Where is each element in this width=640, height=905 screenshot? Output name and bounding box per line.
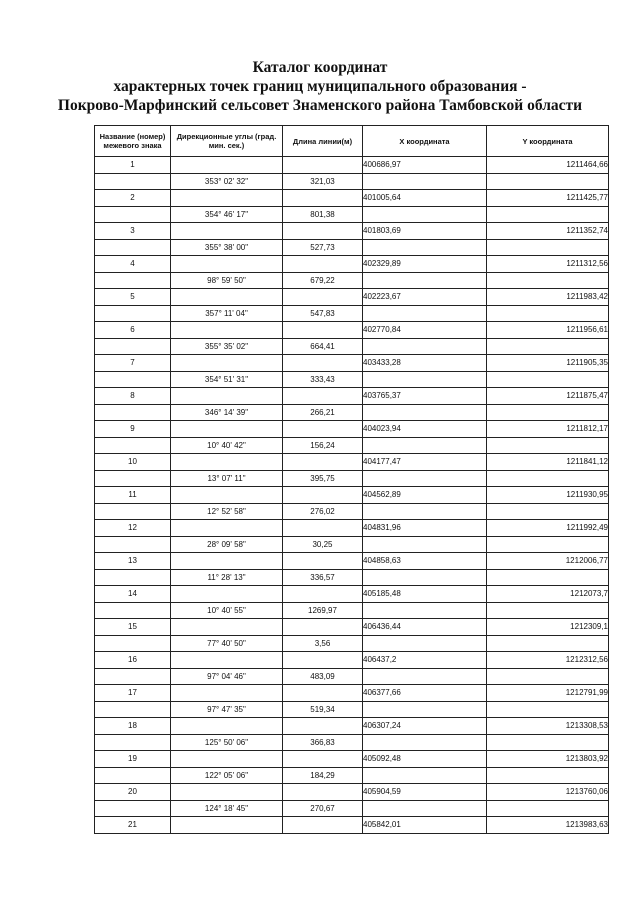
title-line-2: характерных точек границ муниципального образования - (113, 78, 527, 95)
empty-cell (283, 190, 363, 207)
direction-angle-cell: 357° 11' 04" (171, 305, 283, 322)
direction-angle-cell: 122° 05' 06" (171, 767, 283, 784)
y-coordinate-cell: 1212312,56 (487, 652, 609, 669)
title-line-3: Покрово-Марфинский сельсовет Знаменского района Тамбовской области (57, 97, 583, 114)
empty-cell (283, 751, 363, 768)
empty-cell (283, 157, 363, 174)
direction-angle-cell: 12° 52' 58" (171, 503, 283, 520)
table-row (95, 536, 609, 553)
y-coordinate-cell: 1212006,77 (487, 553, 609, 570)
line-length-cell: 1269,97 (283, 602, 363, 619)
table-row (95, 602, 609, 619)
y-coordinate-cell: 1211425,77 (487, 190, 609, 207)
document-title (0, 58, 640, 115)
x-coordinate-cell: 406307,24 (363, 718, 487, 735)
direction-angle-cell: 10° 40' 42" (171, 437, 283, 454)
y-coordinate-cell: 1212309,1 (487, 619, 609, 636)
title-line-1: Каталог координат (252, 59, 388, 76)
point-name-cell: 6 (95, 322, 171, 339)
empty-cell (95, 701, 171, 718)
direction-angle-cell: 355° 38' 00" (171, 239, 283, 256)
point-name-cell: 7 (95, 355, 171, 372)
empty-cell (487, 800, 609, 817)
y-coordinate-cell: 1211930,95 (487, 487, 609, 504)
table-row (95, 668, 609, 685)
direction-angle-cell: 346° 14' 39" (171, 404, 283, 421)
direction-angle-cell: 98° 59' 50" (171, 272, 283, 289)
empty-cell (283, 718, 363, 735)
x-coordinate-cell: 403433,28 (363, 355, 487, 372)
point-name-cell: 9 (95, 421, 171, 438)
table-row (95, 305, 609, 322)
point-name-cell: 17 (95, 685, 171, 702)
empty-cell (363, 536, 487, 553)
empty-cell (171, 487, 283, 504)
table-row (95, 190, 609, 207)
empty-cell (283, 355, 363, 372)
line-length-cell: 483,09 (283, 668, 363, 685)
empty-cell (363, 272, 487, 289)
header-x-coordinate: X координата (363, 126, 487, 157)
direction-angle-cell: 11° 28' 13" (171, 569, 283, 586)
y-coordinate-cell: 1211956,61 (487, 322, 609, 339)
empty-cell (487, 602, 609, 619)
table-row (95, 751, 609, 768)
empty-cell (363, 734, 487, 751)
y-coordinate-cell: 1211352,74 (487, 223, 609, 240)
empty-cell (95, 536, 171, 553)
empty-cell (363, 602, 487, 619)
empty-cell (95, 602, 171, 619)
point-name-cell: 1 (95, 157, 171, 174)
empty-cell (171, 256, 283, 273)
empty-cell (363, 371, 487, 388)
table-row (95, 355, 609, 372)
line-length-cell: 664,41 (283, 338, 363, 355)
empty-cell (487, 371, 609, 388)
line-length-cell: 527,73 (283, 239, 363, 256)
empty-cell (283, 652, 363, 669)
empty-cell (95, 767, 171, 784)
empty-cell (171, 355, 283, 372)
empty-cell (363, 767, 487, 784)
table-row (95, 553, 609, 570)
empty-cell (283, 289, 363, 306)
empty-cell (487, 404, 609, 421)
empty-cell (283, 388, 363, 405)
point-name-cell: 5 (95, 289, 171, 306)
empty-cell (95, 404, 171, 421)
table-row (95, 206, 609, 223)
point-name-cell: 8 (95, 388, 171, 405)
empty-cell (363, 173, 487, 190)
empty-cell (95, 470, 171, 487)
x-coordinate-cell: 405185,48 (363, 586, 487, 603)
direction-angle-cell: 125° 50' 06" (171, 734, 283, 751)
empty-cell (171, 652, 283, 669)
line-length-cell: 266,21 (283, 404, 363, 421)
point-name-cell: 14 (95, 586, 171, 603)
empty-cell (363, 569, 487, 586)
y-coordinate-cell: 1211983,42 (487, 289, 609, 306)
y-coordinate-cell: 1211875,47 (487, 388, 609, 405)
point-name-cell: 20 (95, 784, 171, 801)
direction-angle-cell: 354° 51' 31" (171, 371, 283, 388)
line-length-cell: 156,24 (283, 437, 363, 454)
empty-cell (171, 454, 283, 471)
point-name-cell: 2 (95, 190, 171, 207)
table-row (95, 470, 609, 487)
table-row (95, 718, 609, 735)
direction-angle-cell: 97° 04' 46" (171, 668, 283, 685)
empty-cell (363, 470, 487, 487)
empty-cell (487, 305, 609, 322)
point-name-cell: 11 (95, 487, 171, 504)
x-coordinate-cell: 406436,44 (363, 619, 487, 636)
table-row (95, 256, 609, 273)
table-row (95, 767, 609, 784)
point-name-cell: 10 (95, 454, 171, 471)
direction-angle-cell: 97° 47' 35" (171, 701, 283, 718)
header-y-coordinate: Y координата (487, 126, 609, 157)
y-coordinate-cell: 1212073,7 (487, 586, 609, 603)
table-row (95, 817, 609, 834)
header-point-name: Название (номер) межевого знака (95, 126, 171, 157)
empty-cell (283, 487, 363, 504)
direction-angle-cell: 13° 07' 11" (171, 470, 283, 487)
line-length-cell: 547,83 (283, 305, 363, 322)
direction-angle-cell: 28° 09' 58" (171, 536, 283, 553)
x-coordinate-cell: 405904,59 (363, 784, 487, 801)
empty-cell (171, 223, 283, 240)
empty-cell (487, 173, 609, 190)
point-name-cell: 16 (95, 652, 171, 669)
line-length-cell: 3,56 (283, 635, 363, 652)
table-row (95, 619, 609, 636)
y-coordinate-cell: 1211812,17 (487, 421, 609, 438)
empty-cell (363, 668, 487, 685)
empty-cell (363, 701, 487, 718)
empty-cell (171, 190, 283, 207)
x-coordinate-cell: 402223,67 (363, 289, 487, 306)
empty-cell (283, 553, 363, 570)
empty-cell (95, 503, 171, 520)
y-coordinate-cell: 1211992,49 (487, 520, 609, 537)
line-length-cell: 276,02 (283, 503, 363, 520)
point-name-cell: 4 (95, 256, 171, 273)
x-coordinate-cell: 406377,66 (363, 685, 487, 702)
empty-cell (283, 256, 363, 273)
empty-cell (171, 751, 283, 768)
table-row (95, 784, 609, 801)
table-row (95, 503, 609, 520)
line-length-cell: 270,67 (283, 800, 363, 817)
empty-cell (171, 685, 283, 702)
table-row (95, 338, 609, 355)
empty-cell (171, 520, 283, 537)
empty-cell (487, 503, 609, 520)
point-name-cell: 15 (95, 619, 171, 636)
point-name-cell: 13 (95, 553, 171, 570)
empty-cell (487, 767, 609, 784)
header-direction-angle: Дирекционные углы (град. мин. сек.) (171, 126, 283, 157)
coordinates-table (94, 125, 609, 834)
empty-cell (95, 338, 171, 355)
empty-cell (283, 586, 363, 603)
x-coordinate-cell: 403765,37 (363, 388, 487, 405)
empty-cell (487, 338, 609, 355)
empty-cell (283, 817, 363, 834)
empty-cell (283, 421, 363, 438)
empty-cell (171, 718, 283, 735)
line-length-cell: 321,03 (283, 173, 363, 190)
empty-cell (95, 239, 171, 256)
x-coordinate-cell: 405842,01 (363, 817, 487, 834)
empty-cell (95, 173, 171, 190)
y-coordinate-cell: 1213983,63 (487, 817, 609, 834)
empty-cell (283, 520, 363, 537)
empty-cell (95, 272, 171, 289)
table-body (95, 157, 609, 834)
line-length-cell: 395,75 (283, 470, 363, 487)
table-header-row (95, 126, 609, 157)
empty-cell (283, 322, 363, 339)
y-coordinate-cell: 1213760,06 (487, 784, 609, 801)
x-coordinate-cell: 401803,69 (363, 223, 487, 240)
empty-cell (363, 338, 487, 355)
empty-cell (363, 635, 487, 652)
empty-cell (171, 421, 283, 438)
line-length-cell: 333,43 (283, 371, 363, 388)
table-row (95, 635, 609, 652)
point-name-cell: 18 (95, 718, 171, 735)
point-name-cell: 21 (95, 817, 171, 834)
empty-cell (171, 388, 283, 405)
empty-cell (171, 322, 283, 339)
y-coordinate-cell: 1211464,66 (487, 157, 609, 174)
empty-cell (171, 817, 283, 834)
table-row (95, 289, 609, 306)
x-coordinate-cell: 404831,96 (363, 520, 487, 537)
line-length-cell: 366,83 (283, 734, 363, 751)
y-coordinate-cell: 1211841,12 (487, 454, 609, 471)
table-row (95, 701, 609, 718)
x-coordinate-cell: 406437,2 (363, 652, 487, 669)
empty-cell (171, 619, 283, 636)
empty-cell (363, 239, 487, 256)
table-row (95, 685, 609, 702)
empty-cell (283, 784, 363, 801)
empty-cell (95, 668, 171, 685)
y-coordinate-cell: 1211905,35 (487, 355, 609, 372)
direction-angle-cell: 354° 46' 17" (171, 206, 283, 223)
empty-cell (363, 503, 487, 520)
empty-cell (363, 206, 487, 223)
point-name-cell: 3 (95, 223, 171, 240)
empty-cell (95, 305, 171, 322)
direction-angle-cell: 77° 40' 50" (171, 635, 283, 652)
table-row (95, 173, 609, 190)
x-coordinate-cell: 404858,63 (363, 553, 487, 570)
x-coordinate-cell: 405092,48 (363, 751, 487, 768)
empty-cell (487, 734, 609, 751)
empty-cell (171, 784, 283, 801)
table-row (95, 520, 609, 537)
empty-cell (171, 553, 283, 570)
table-row (95, 239, 609, 256)
empty-cell (171, 586, 283, 603)
empty-cell (487, 206, 609, 223)
x-coordinate-cell: 404023,94 (363, 421, 487, 438)
table-row (95, 569, 609, 586)
empty-cell (363, 800, 487, 817)
empty-cell (171, 289, 283, 306)
table-row (95, 388, 609, 405)
table-row (95, 272, 609, 289)
y-coordinate-cell: 1211312,56 (487, 256, 609, 273)
header-line-length: Длина линии(м) (283, 126, 363, 157)
line-length-cell: 519,34 (283, 701, 363, 718)
empty-cell (363, 404, 487, 421)
table-row (95, 437, 609, 454)
table-row (95, 652, 609, 669)
table-row (95, 322, 609, 339)
direction-angle-cell: 355° 35' 02" (171, 338, 283, 355)
x-coordinate-cell: 400686,97 (363, 157, 487, 174)
empty-cell (95, 635, 171, 652)
table-row (95, 454, 609, 471)
empty-cell (487, 470, 609, 487)
empty-cell (283, 454, 363, 471)
empty-cell (363, 437, 487, 454)
point-name-cell: 12 (95, 520, 171, 537)
line-length-cell: 336,57 (283, 569, 363, 586)
empty-cell (171, 157, 283, 174)
empty-cell (95, 569, 171, 586)
table-row (95, 421, 609, 438)
direction-angle-cell: 10° 40' 55" (171, 602, 283, 619)
x-coordinate-cell: 402329,89 (363, 256, 487, 273)
line-length-cell: 801,38 (283, 206, 363, 223)
empty-cell (487, 272, 609, 289)
direction-angle-cell: 353° 02' 32" (171, 173, 283, 190)
empty-cell (95, 734, 171, 751)
empty-cell (487, 569, 609, 586)
empty-cell (95, 437, 171, 454)
x-coordinate-cell: 404562,89 (363, 487, 487, 504)
empty-cell (363, 305, 487, 322)
table-row (95, 223, 609, 240)
empty-cell (487, 536, 609, 553)
empty-cell (487, 239, 609, 256)
table-row (95, 800, 609, 817)
line-length-cell: 679,22 (283, 272, 363, 289)
empty-cell (95, 206, 171, 223)
x-coordinate-cell: 402770,84 (363, 322, 487, 339)
empty-cell (283, 223, 363, 240)
empty-cell (283, 619, 363, 636)
line-length-cell: 184,29 (283, 767, 363, 784)
x-coordinate-cell: 401005,64 (363, 190, 487, 207)
y-coordinate-cell: 1213308,53 (487, 718, 609, 735)
y-coordinate-cell: 1213803,92 (487, 751, 609, 768)
table-row (95, 157, 609, 174)
table-row (95, 404, 609, 421)
empty-cell (95, 371, 171, 388)
table-row (95, 586, 609, 603)
empty-cell (95, 800, 171, 817)
table-row (95, 371, 609, 388)
empty-cell (487, 668, 609, 685)
table-row (95, 487, 609, 504)
point-name-cell: 19 (95, 751, 171, 768)
table-row (95, 734, 609, 751)
empty-cell (487, 437, 609, 454)
line-length-cell: 30,25 (283, 536, 363, 553)
empty-cell (283, 685, 363, 702)
empty-cell (487, 635, 609, 652)
direction-angle-cell: 124° 18' 45" (171, 800, 283, 817)
empty-cell (487, 701, 609, 718)
x-coordinate-cell: 404177,47 (363, 454, 487, 471)
y-coordinate-cell: 1212791,99 (487, 685, 609, 702)
